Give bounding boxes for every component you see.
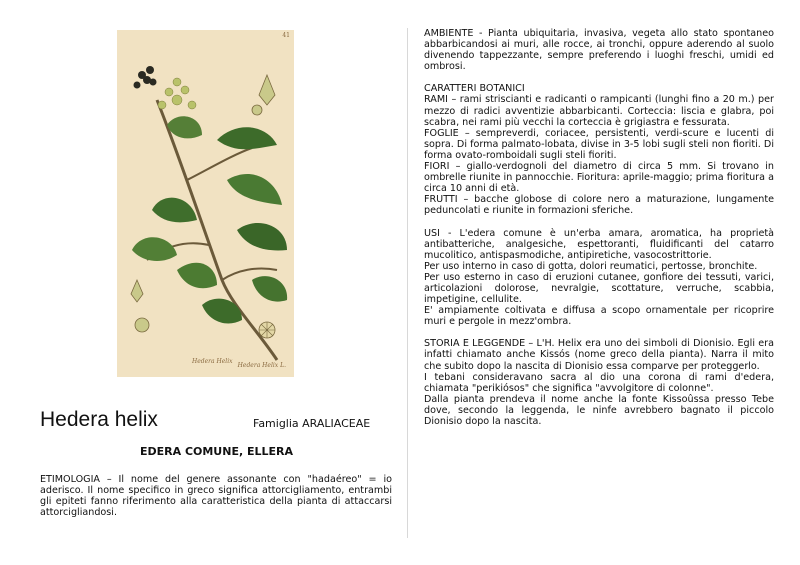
- plate-signature: Hedera Helix L.: [237, 362, 286, 369]
- storia-fonte-paragraph: Dalla pianta prendeva il nome anche la fonte Kissoûssa presso Tebe dove, secondo la leggenda, le ninfe avrebbero bagnato il piccolo Dionisio dopo la nascita.: [424, 393, 774, 427]
- botanical-illustration: [117, 30, 294, 377]
- frutti-paragraph: FRUTTI – bacche globose di colore nero a maturazione, lungamente peduncolati e riunite in formazioni sferiche.: [424, 194, 774, 217]
- ambiente-paragraph: AMBIENTE - Pianta ubiquitaria, invasiva, vegeta allo stato spontaneo abbarbicandosi ai muri, alle rocce, ai tronchi, oppure aderendo al suolo divenendo tappezzante, sempre preferendo i luoghi freschi, umidi ed ombrosi.: [424, 28, 774, 73]
- usi-ornamental-paragraph: E' ampiamente coltivata e diffusa a scopo ornamentale per ricoprire muri e pergole in mezz'ombra.: [424, 305, 774, 328]
- family-name: Famiglia ARALIACEAE: [253, 417, 371, 430]
- rami-paragraph: RAMI – rami striscianti e radicanti o rampicanti (lunghi fino a 20 m.) per mezzo di radici avventizie abbarbicanti. Corteccia: liscia e glabra, poi scabra, nei rami più vecchi la corteccia è grigiastra e fessurata.: [424, 94, 774, 128]
- description-column: [424, 28, 774, 427]
- usi-internal-paragraph: Per uso interno in caso di gotta, dolori reumatici, pertosse, bronchite.: [424, 260, 758, 272]
- common-names: EDERA COMUNE, ELLERA: [139, 445, 294, 458]
- usi-external-paragraph: Per uso esterno in caso di eruzioni cutanee, gonfiore dei tessuti, varici, articolazioni dolorose, nevralgie, scottature, verruche, scabbia, impetigine, cellulite.: [424, 271, 774, 306]
- fiori-paragraph: FIORI – giallo-verdognoli del diametro di circa 5 mm. Si trovano in ombrelle riunite in pannocchie. Fioritura: aprile-maggio; prima fioritura a circa 10 anni di età.: [424, 161, 774, 195]
- etymology-paragraph: ETIMOLOGIA – Il nome del genere assonante con "hadaéreo" = io aderisco. Il nome specifico in greco significa attorcigliamento, entrambi gli epiteti fanno riferimento alla caratteristica della pianta di attaccarsi attorcigliandosi.: [40, 474, 392, 519]
- usi-paragraph: USI - L'edera comune è un'erba amara, aromatica, ha proprietà antibatteriche, analgesiche, espettoranti, fluidificanti del catarro mucolitico, antispasmodiche, antipiretiche, vasocostrittorie.: [424, 227, 774, 261]
- storia-tebani-paragraph: I tebani consideravano sacra al dio una corona di rami d'edera, chiamata "perikiósos" che significa "avvolgitore di colonne".: [424, 371, 774, 394]
- plate-number: 41: [282, 32, 290, 39]
- foglie-paragraph: FOGLIE – sempreverdi, coriacee, persistenti, verdi-scure e lucenti di sopra. Di forma palmato-lobata, divise in 3-5 lobi sugli steli non fioriti. Di forma ovato-romboidali sugli steli fioriti.: [424, 127, 774, 161]
- column-divider: [407, 28, 408, 538]
- scientific-name: Hedera helix: [40, 408, 158, 431]
- plate-label: Hedera Helix: [192, 358, 233, 365]
- caratteri-heading: CARATTERI BOTANICI: [424, 83, 525, 95]
- ivy-plant-drawing: [117, 30, 294, 377]
- storia-paragraph: STORIA E LEGGENDE – L'H. Helix era uno dei simboli di Dionisio. Egli era infatti chiamato anche Kissós (nome greco della pianta). Narra il mito che subito dopo la nascita di Dionisio essa comparve per proteggerlo.: [424, 338, 774, 372]
